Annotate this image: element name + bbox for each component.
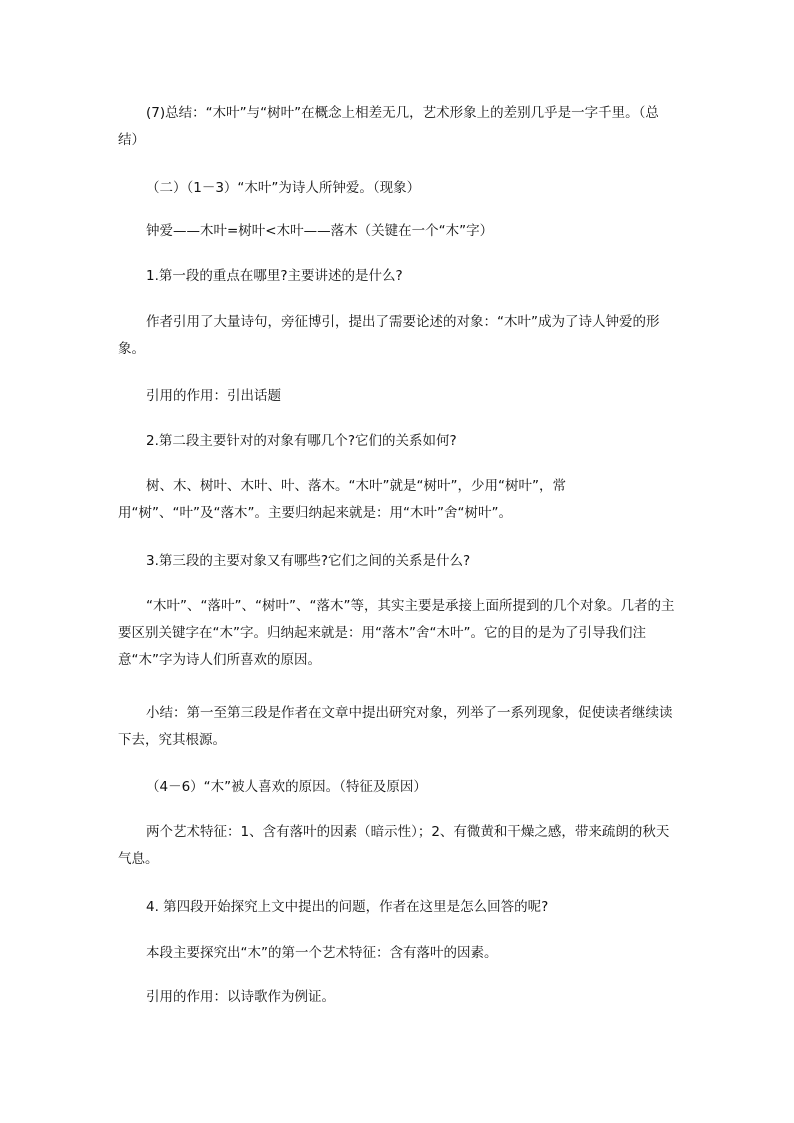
question-4: 4. 第四段开始探究上文中提出的问题，作者在这里是怎么回答的呢? [146,899,549,915]
summary-point-7: (7)总结：“木叶”与“树叶”在概念上相差无几，艺术形象上的差别几乎是一字千里。（总结） [118,105,659,148]
question-3: 3.第三段的主要对象又有哪些?它们之间的关系是什么? [146,553,471,569]
two-art-features: 两个艺术特征：1、含有落叶的因素（暗示性）；2、有微黄和干燥之感，带来疏朗的秋天气息。 [118,824,670,867]
question-1: 1.第一段的重点在哪里?主要讲述的是什么? [146,268,403,284]
quote-function-1: 引用的作用：引出话题 [146,388,281,404]
section-two-heading: （二）（1－3）“木叶”为诗人所钟爱。（现象） [146,180,421,196]
answer-1: 作者引用了大量诗句，旁征博引，提出了需要论述的对象：“木叶”成为了诗人钟爱的形象。 [118,314,660,357]
question-2: 2.第二段主要针对的对象有哪几个?它们的关系如何? [146,433,457,449]
answer-3: “木叶”、“落叶”、“树叶”、“落木”等，其实主要是承接上面所提到的几个对象。几者的主要区别关键字在“木”字。归纳起来就是：用“落木”舍“木叶”。它的目的是为了引导我们注意“木”字为诗人们所喜欢的原因。 [118,598,675,668]
answer-2: 树、木、树叶、木叶、叶、落木。“木叶”就是“树叶”，少用“树叶”，常用“树”、“叶”及“落木”。主要归纳起来就是：用“木叶”舍“树叶”。 [118,478,566,521]
section-4-6-heading: （4－6）“木”被人喜欢的原因。（特征及原因） [146,779,427,795]
quote-function-4: 引用的作用：以诗歌作为例证。 [146,989,335,1005]
summary-1-3: 小结：第一至第三段是作者在文章中提出研究对象，列举了一系列现象，促使读者继续读下去，究其根源。 [118,705,673,748]
favor-relation-line: 钟爱——木叶=树叶<木叶——落木（关键在一个“木”字） [146,223,494,239]
answer-4: 本段主要探究出“木”的第一个艺术特征：含有落叶的因素。 [146,945,498,961]
